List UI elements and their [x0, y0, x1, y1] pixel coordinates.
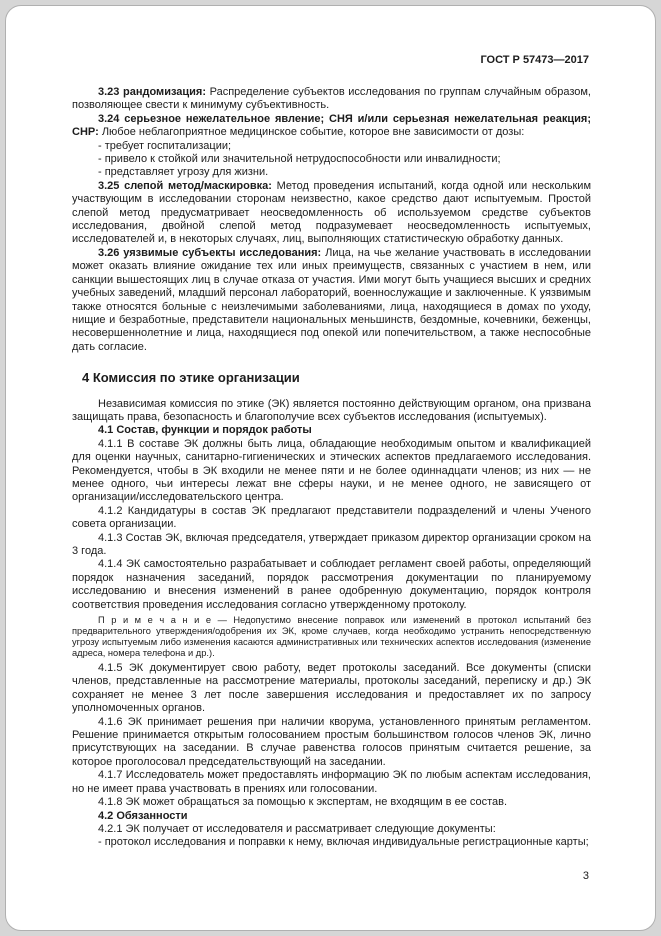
definition-text: Метод проведения испытаний, когда одной или нескольким участвующим в исследовании сторонам неизвестно, какое средство дают испытуемым. Простой слепой метод предусматривает неосведомленность об используемом средстве субъектов исследования, двойной слепой метод подразумевает неосведомленность испытуемых, исследователей и, в некоторых случаях, лиц, выполняющих статистическую обработку данных.	[72, 179, 592, 246]
term-serious-adverse-event: 3.24 серьезное нежелательное явление; СНЯ и/или серьезная нежелательная реакция; СНР:	[72, 112, 591, 139]
document-page	[5, 5, 656, 931]
document-content	[72, 86, 591, 850]
term-vulnerable-subjects: 3.26 уязвимые субъекты исследования:	[98, 246, 322, 259]
note-paragraph: П р и м е ч а н и е — Недопустимо внесение поправок или изменений в протокол испытаний без предварительного утверждения/одобрения их ЭК, кроме случаев, когда необходимо устранить непосредственную угрозу испытуемым либо изменения касаются административных или технических аспектов исследования (изменение адреса, номера телефона и др.).	[72, 615, 591, 659]
paragraph-4-1-7: 4.1.7 Исследователь может предоставлять информацию ЭК по любым аспектам исследования, но не имеет права участвовать в прениях или голосовании.	[72, 769, 591, 795]
definition-text: Распределение субъектов исследования по группам случайным образом, позволяющее свести к минимуму субъективность.	[72, 86, 591, 112]
clause-3-25	[72, 180, 591, 247]
section-4-heading: 4 Комиссия по этике организации	[82, 370, 300, 386]
heading-4-2: 4.2 Обязанности	[98, 809, 188, 822]
paragraph-section-4-intro: Независимая комиссия по этике (ЭК) является постоянно действующим органом, она призвана защищать права, безопасность и благополучие всех субъектов исследования (испытуемых).	[72, 397, 591, 423]
paragraph-4-1-1: 4.1.1 В составе ЭК должны быть лица, обладающие необходимым опытом и квалификацией для оценки научных, санитарно-гигиенических и этических аспектов предлагаемого исследования. Рекомендуется, чтобы в ЭК входили не менее пяти и не более одиннадцати членов; из них — не менее одного, чьи интересы лежат вне сферы науки, и не менее одного, не зависящего от организации/исследовательского центра.	[72, 437, 591, 504]
clause-3-26	[72, 247, 591, 354]
paragraph-4-2-1: 4.2.1 ЭК получает от исследователя и рассматривает следующие документы:	[98, 822, 496, 835]
clause-3-24	[72, 113, 591, 140]
paragraph-4-1-2: 4.1.2 Кандидатуры в состав ЭК предлагают представители подразделений и члены Ученого совета организации.	[72, 504, 591, 531]
paragraph-4-1-8: 4.1.8 ЭК может обращаться за помощью к экспертам, не входящим в ее состав.	[98, 796, 508, 809]
clause-3-23	[72, 86, 591, 113]
list-item: - требует госпитализации;	[98, 139, 232, 152]
list-item: - представляет угрозу для жизни.	[98, 166, 269, 179]
list-item: - протокол исследования и поправки к нему, включая индивидуальные регистрационные карты;	[98, 836, 589, 849]
term-blinding: 3.25 слепой метод/маскировка:	[98, 179, 272, 192]
definition-text: Лица, на чье желание участвовать в исследовании может оказать влияние ожидание тех или иных преимуществ, связанных с участием в нем, или санкции вышестоящих лиц в случае отказа от участия. Ими могут быть учащиеся высших и средних учебных заведений, младший персонал лабораторий, военнослужащие и заключенные. К уязвимым также относятся больные с неизлечимыми заболеваниями, лица, находящиеся в домах по уходу, нищие и безработные, представители национальных меньшинств, бездомные, кочевники, беженцы, несовершеннолетние и лица, находящиеся под опекой или попечительством, а также неспособные дать согласие.	[72, 246, 591, 353]
paragraph-4-1-6: 4.1.6 ЭК принимает решения при наличии кворума, установленного принятым регламентом. Решение принимается открытым голосованием простым большинством голосов членов ЭК, лично присутствующих на заседании. В случае равенства голосов принятым считается решение, за которое проголосовал председательствующий на заседании.	[72, 715, 591, 768]
document-code: ГОСТ Р 57473—2017	[480, 54, 589, 66]
paragraph-4-1-3: 4.1.3 Состав ЭК, включая председателя, утверждает приказом директор организации сроком на 3 года.	[72, 531, 591, 557]
definition-text: Любое неблагоприятное медицинское событие, которое вне зависимости от дозы:	[101, 126, 525, 139]
paragraph-4-1-5: 4.1.5 ЭК документирует свою работу, ведет протоколы заседаний. Все документы (списки членов, представленные на рассмотрение материалы, протоколы заседаний, переписку и др.) ЭК сохраняет не менее 3 лет после завершения исследования и предоставляет их по запросу уполномоченных органов.	[72, 662, 591, 715]
paragraph-4-1-4: 4.1.4 ЭК самостоятельно разрабатывает и соблюдает регламент своей работы, определяющий порядок назначения заседаний, порядок рассмотрения документации по планируемому исследованию и внесения изменений в ранее одобренную документацию, порядок контроля соответствия проведения исследования согласно утвержденному протоколу.	[72, 558, 591, 611]
list-item: - привело к стойкой или значительной нетрудоспособности или инвалидности;	[98, 153, 501, 166]
term-randomization: 3.23 рандомизация:	[98, 86, 206, 98]
heading-4-1: 4.1 Состав, функции и порядок работы	[98, 424, 312, 437]
page-number: 3	[582, 870, 589, 882]
